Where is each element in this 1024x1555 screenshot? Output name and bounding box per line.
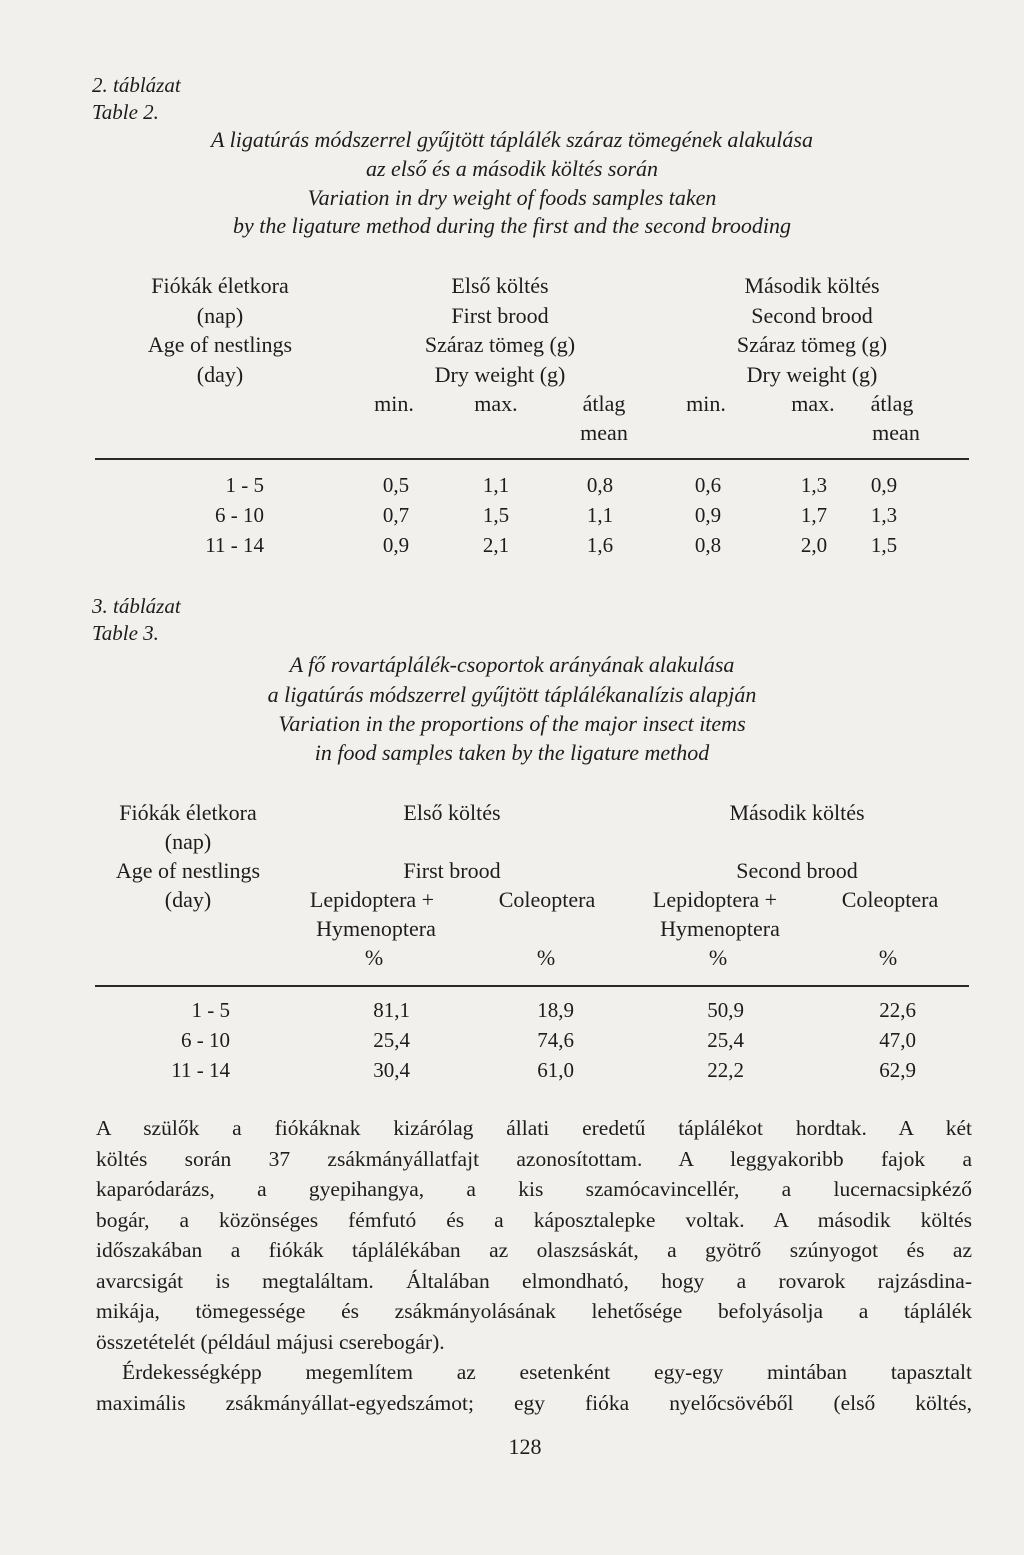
table2-sub-max-first: max.: [474, 391, 518, 416]
table2-cell-second-mean: 1,3: [870, 503, 898, 527]
table3-cell-first-lep: 81,1: [373, 998, 410, 1022]
table3-second-header-en: Second brood: [736, 858, 858, 883]
body-line: költés során 37 zsákmányállatfajt azonosítottam. A leggyakoribb fajok a: [96, 1146, 972, 1171]
body-line: A szülők a fiókáknak kizárólag állati eredetű táplálékot hordtak. A két: [96, 1116, 972, 1140]
table3-first-lep-header-1: Lepidoptera +: [309, 887, 435, 912]
table2-sub-max-second: max.: [791, 391, 835, 416]
table2-header-rule: [95, 458, 969, 460]
table2-sub-min-second: min.: [686, 391, 726, 416]
table2-cell-first-max: 1,5: [482, 503, 510, 527]
table3-age-header-2: (nap): [164, 829, 212, 854]
table2-cell-age: 1 - 5: [225, 473, 264, 497]
body-line: kaparódarázs, a gyepihangya, a kis szamócavincellér, a lucernacsipkéző: [96, 1177, 972, 1201]
table2-cell-second-mean: 1,5: [870, 533, 898, 557]
body-line: összetételét (például májusi cserebogár).: [96, 1329, 445, 1354]
table2-cell-second-max: 2,0: [800, 533, 828, 557]
table2-sub-min-first: min.: [374, 391, 414, 416]
table3-title-line-1: A fő rovartáplálék-csoportok arányának alakulása: [289, 652, 735, 677]
table2-label-en: Table 2.: [92, 100, 159, 124]
table3-title-line-3: Variation in the proportions of the major insect items: [278, 711, 746, 736]
table3-cell-second-col: 22,6: [879, 998, 916, 1022]
table3-percent-first-col: %: [536, 945, 556, 970]
table2-sub-mean-en-second: mean: [872, 420, 920, 445]
body-line: maximális zsákmányállat-egyedszámot; egy fióka nyelőcsövéből (első költés,: [96, 1390, 972, 1415]
page-number: 128: [508, 1434, 542, 1459]
table3-cell-second-col: 47,0: [879, 1028, 916, 1052]
table3-cell-age: 6 - 10: [181, 1028, 230, 1052]
table3-first-header-hu: Első költés: [403, 800, 501, 825]
table2-cell-second-min: 0,9: [694, 503, 722, 527]
table3-title-line-4: in food samples taken by the ligature method: [314, 740, 710, 765]
table2-first-header-4: Dry weight (g): [434, 362, 566, 387]
table3-cell-age: 11 - 14: [171, 1058, 230, 1082]
table2-sub-mean-en-first: mean: [580, 420, 628, 445]
table3-label-en: Table 3.: [92, 621, 159, 645]
table3-cell-first-col: 18,9: [537, 998, 574, 1022]
table2-cell-first-max: 2,1: [482, 533, 510, 557]
body-paragraph-2: [96, 1357, 972, 1418]
table2-cell-first-mean: 0,8: [586, 473, 614, 497]
body-paragraph-1: [96, 1113, 972, 1357]
table2-cell-age: 11 - 14: [205, 533, 264, 557]
table2-cell-second-mean: 0,9: [870, 473, 898, 497]
table2-age-header-1: Fiókák életkora: [151, 273, 289, 298]
table3-cell-age: 1 - 5: [191, 998, 230, 1022]
table2-title-line-1: A ligatúrás módszerrel gyűjtött táplálék száraz tömegének alakulása: [211, 127, 813, 152]
table3-cell-second-lep: 22,2: [707, 1058, 744, 1082]
table3-cell-second-lep: 50,9: [707, 998, 744, 1022]
table2-cell-second-min: 0,6: [694, 473, 722, 497]
table3-title-line-2: a ligatúrás módszerrel gyűjtött táplálékanalízis alapján: [267, 682, 757, 707]
table3-cell-first-lep: 30,4: [373, 1058, 410, 1082]
table2-cell-second-max: 1,7: [800, 503, 828, 527]
table3-percent-first-lep: %: [364, 945, 384, 970]
table3-cell-second-col: 62,9: [879, 1058, 916, 1082]
table3-first-header-en: First brood: [403, 858, 501, 883]
table2-first-header-2: First brood: [451, 303, 549, 328]
table2-age-header-2: (nap): [196, 303, 244, 328]
table2-first-header-3: Száraz tömeg (g): [424, 332, 576, 357]
table2-cell-first-max: 1,1: [482, 473, 510, 497]
table2-age-header-4: (day): [196, 362, 244, 387]
table3-header-rule: [95, 985, 969, 987]
table3-age-header-1: Fiókák életkora: [119, 800, 257, 825]
table2-first-header-1: Első költés: [451, 273, 549, 298]
table3-cell-first-col: 74,6: [537, 1028, 574, 1052]
table2-title-line-4: by the ligature method during the first and the second brooding: [232, 213, 792, 238]
table2-second-header-4: Dry weight (g): [746, 362, 878, 387]
table2-title-line-2: az első és a második költés során: [365, 156, 659, 181]
table3-cell-first-col: 61,0: [537, 1058, 574, 1082]
table2-cell-age: 6 - 10: [215, 503, 264, 527]
table2-second-header-2: Second brood: [751, 303, 873, 328]
table2-age-header-3: Age of nestlings: [147, 332, 293, 357]
table2-second-header-3: Száraz tömeg (g): [736, 332, 888, 357]
table3-percent-second-col: %: [878, 945, 898, 970]
table3-first-col-header: Coleoptera: [498, 887, 596, 912]
body-line: időszakában a fiókák táplálékában az olaszsáskát, a gyötrő szúnyogot és az: [96, 1238, 972, 1262]
table2-second-header-1: Második költés: [744, 273, 880, 298]
table3-cell-first-lep: 25,4: [373, 1028, 410, 1052]
table3-first-lep-header-2: Hymenoptera: [316, 916, 436, 941]
body-line: mikája, tömegessége és zsákmányolásának lehetősége befolyásolja a táplálék: [96, 1299, 972, 1323]
table3-second-lep-header-1: Lepidoptera +: [652, 887, 778, 912]
table2-cell-first-min: 0,5: [382, 473, 410, 497]
table2-cell-second-min: 0,8: [694, 533, 722, 557]
table2-sub-mean-hu-first: átlag: [582, 391, 626, 416]
table2-cell-first-min: 0,7: [382, 503, 410, 527]
table2-cell-first-mean: 1,1: [586, 503, 614, 527]
table3-age-header-3: Age of nestlings: [115, 858, 261, 883]
table3-percent-second-lep: %: [708, 945, 728, 970]
table3-label-hu: 3. táblázat: [92, 594, 181, 618]
table2-cell-second-max: 1,3: [800, 473, 828, 497]
table2-label-hu: 2. táblázat: [92, 73, 181, 97]
table3-age-header-4: (day): [164, 887, 212, 912]
table3-second-col-header: Coleoptera: [841, 887, 939, 912]
body-line: bogár, a közönséges fémfutó és a káposztalepke voltak. A második költés: [96, 1207, 972, 1232]
body-line: Érdekességképp megemlítem az esetenként egy-egy mintában tapasztalt: [122, 1360, 972, 1384]
table2-cell-first-mean: 1,6: [586, 533, 614, 557]
table2-sub-mean-hu-second: átlag: [870, 391, 914, 416]
table3-second-header-hu: Második költés: [729, 800, 865, 825]
table3-second-lep-header-2: Hymenoptera: [660, 916, 780, 941]
table2-title-line-3: Variation in dry weight of foods samples taken: [307, 185, 717, 210]
table3-cell-second-lep: 25,4: [707, 1028, 744, 1052]
table2-cell-first-min: 0,9: [382, 533, 410, 557]
body-line: avarcsigát is megtaláltam. Általában elmondható, hogy a rovarok rajzásdina-: [96, 1268, 972, 1293]
